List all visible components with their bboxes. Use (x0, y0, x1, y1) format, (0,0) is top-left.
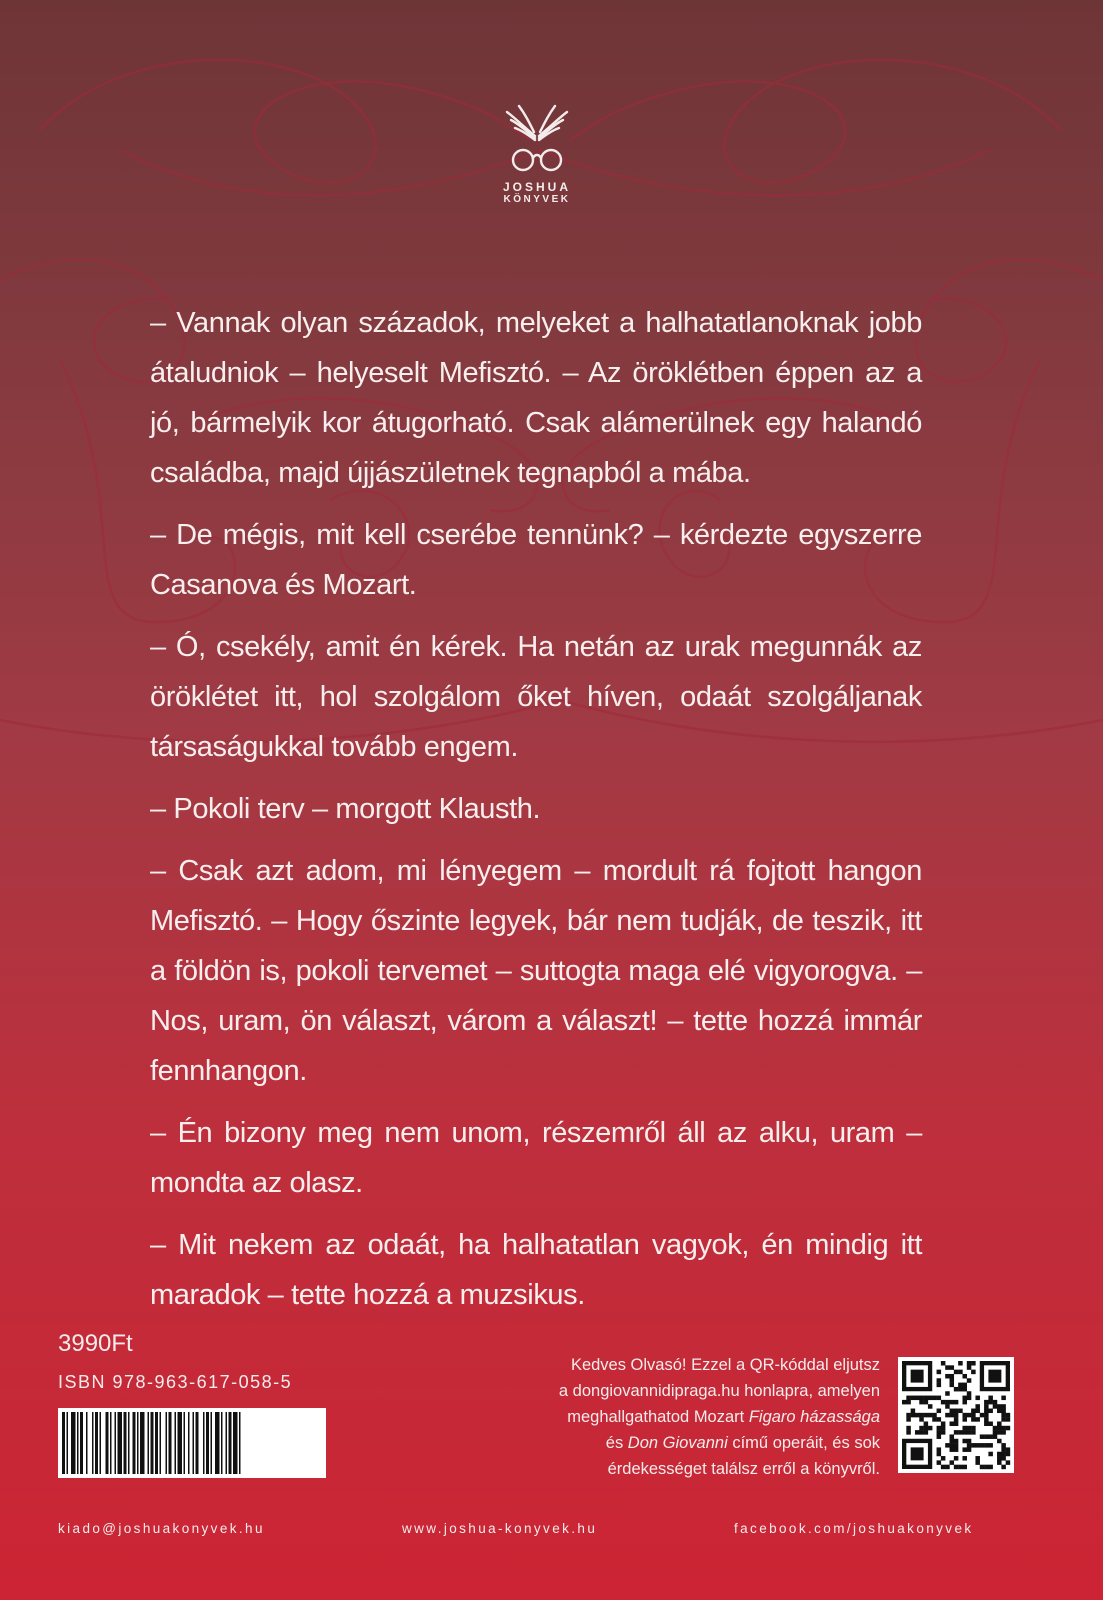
publisher-name: JOSHUA (502, 180, 571, 194)
excerpt-paragraph: – Ó, csekély, amit én kérek. Ha netán az urak megunnák az öröklétet itt, hol szolgálom őket híven, odaát szolgáljanak társaságukkal tovább engem. (150, 631, 922, 763)
qr-text-line: meghallgathatod Mozart Figaro házassága (567, 1408, 880, 1426)
book-glasses-icon (497, 100, 577, 180)
qr-text-line: Kedves Olvasó! Ezzel a QR-kóddal eljutsz (570, 1356, 880, 1374)
qr-text-line: a dongiovannidipraga.hu honlapra, amelyen (558, 1382, 880, 1400)
excerpt-paragraph: – Én bizony meg nem unom, részemről áll az alku, uram – mondta az olasz. (150, 1117, 922, 1199)
qr-text-line: és Don Giovanni című operáit, és sok (605, 1434, 880, 1452)
price-label: 3990Ft (58, 1330, 133, 1357)
excerpt-paragraph: – Mit nekem az odaát, ha halhatatlan vagyok, én mindig itt maradok – tette hozzá a muzsikus. (150, 1229, 922, 1311)
excerpt-paragraph: – Vannak olyan századok, melyeket a halhatatlanoknak jobb átaludniok – helyeselt Mefisztó. – Az öröklétben éppen az a jó, bármelyik kor átugorható. Csak alámerülnek egy halandó családba, majd újjászületnek tegnapból a mába. (150, 307, 922, 489)
qr-code[interactable] (898, 1357, 1014, 1473)
excerpt-paragraph: – De mégis, mit kell cserébe tennünk? – kérdezte egyszerre Casanova és Mozart. (150, 519, 922, 601)
publisher-subname: KÖNYVEK (503, 194, 571, 205)
qr-text-line: érdekességet találsz erről a könyvről. (607, 1460, 880, 1478)
footer-website[interactable]: www.joshua-konyvek.hu (402, 1521, 598, 1536)
footer-facebook[interactable]: facebook.com/joshuakonyvek (734, 1521, 974, 1536)
publisher-logo (487, 100, 587, 206)
footer-email[interactable]: kiado@joshuakonyvek.hu (58, 1521, 265, 1536)
excerpt-paragraph: – Csak azt adom, mi lényegem – mordult rá fojtott hangon Mefisztó. – Hogy őszinte legyek, bár nem tudják, de teszik, itt a földön is, pokoli tervemet – suttogta maga elé vigyorogva. – Nos, uram, ön választ, várom a választ! – tette hozzá immár fennhangon. (150, 855, 922, 1087)
qr-description (480, 1352, 880, 1482)
isbn-barcode (58, 1408, 326, 1478)
excerpt-paragraph: – Pokoli terv – morgott Klausth. (150, 793, 541, 825)
book-excerpt (150, 298, 922, 1332)
isbn-label: ISBN 978-963-617-058-5 (58, 1372, 293, 1392)
